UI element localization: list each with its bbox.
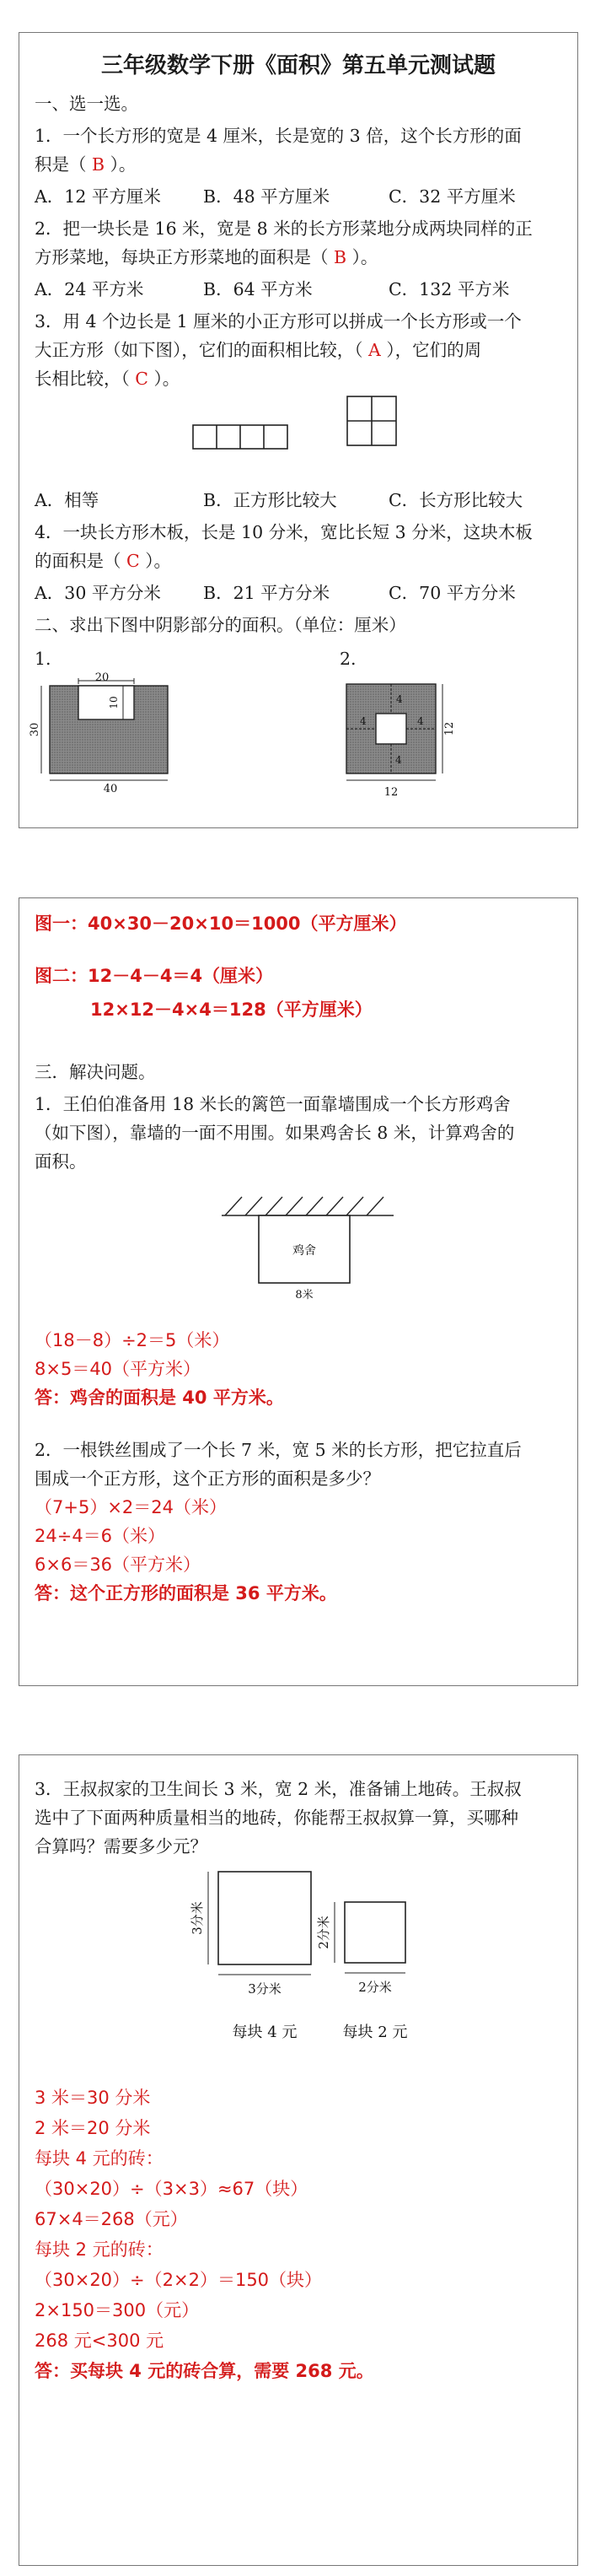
- s3-q2-sol-3: 6×6＝36（平方米）: [35, 1555, 201, 1575]
- q1-answer: B: [92, 154, 105, 175]
- tile2-price: 每块 2 元: [342, 2024, 408, 2041]
- s3-q3-sol-8: 2×150＝300（元）: [35, 2300, 200, 2320]
- q4-option-a: A．30 平方分米: [35, 583, 161, 603]
- q3-answer1: A: [368, 340, 381, 360]
- s3-q3-sol-10: 答：买每块 4 元的砖合算，需要 268 元。: [35, 2361, 374, 2381]
- s3-q2-line1: 2．一根铁丝围成了一个长 7 米，宽 5 米的长方形，把它拉直后: [35, 1440, 522, 1460]
- s3-q2-sol-2: 24÷4＝6（米）: [35, 1526, 166, 1546]
- q4-line2: 的面积是（ C ）。: [35, 551, 171, 571]
- chicken-coop-figure: [217, 1194, 402, 1312]
- s3-q1-line3: 面积。: [35, 1151, 87, 1172]
- fig1-number: 1.: [35, 649, 51, 669]
- q2-option-b: B．64 平方米: [203, 279, 313, 299]
- q2-answer: B: [334, 247, 347, 267]
- q4-line1: 4．一块长方形木板，长是 10 分米，宽比长短 3 分米，这块木板: [35, 522, 533, 542]
- tile2-side-label: 2分米: [316, 1916, 331, 1949]
- shaded-figure-2: [335, 676, 461, 802]
- section1-heading: 一、选一选。: [35, 94, 138, 114]
- tile1-price: 每块 4 元: [232, 2024, 298, 2041]
- q4-option-c: C．70 平方分米: [389, 583, 516, 603]
- q1-option-b: B．48 平方厘米: [203, 186, 330, 207]
- q3-line1: 3．用 4 个边长是 1 厘米的小正方形可以拼成一个长方形或一个: [35, 311, 522, 331]
- answer-panel-2: [19, 897, 578, 1686]
- shaded-figure-1: [29, 671, 174, 795]
- s3-q2-sol-1: （7+5）×2＝24（米）: [35, 1497, 227, 1517]
- s3-q3-sol-7: （30×20）÷（2×2）＝150（块）: [35, 2270, 323, 2290]
- question-panel-1: [19, 32, 578, 828]
- fig1-label-top: 20: [94, 671, 110, 684]
- fig2-label-right: 12: [443, 721, 456, 736]
- q1-line1: 1．一个长方形的宽是 4 厘米，长是宽的 3 倍，这个长方形的面: [35, 126, 522, 146]
- question-panel-3: [19, 1754, 578, 2566]
- q2-line2: 方形菜地，每块正方形菜地的面积是（ B ）。: [35, 247, 378, 267]
- s3-q3-sol-9: 268 元<300 元: [35, 2331, 164, 2351]
- section3-heading: 三．解决问题。: [35, 1062, 156, 1082]
- s3-q3-sol-2: 2 米＝20 分米: [35, 2118, 151, 2138]
- s3-q3-line1: 3．王叔叔家的卫生间长 3 米，宽 2 米，准备铺上地砖。王叔叔: [35, 1779, 522, 1799]
- s3-q1-sol-3: 答：鸡舍的面积是 40 平方米。: [35, 1388, 284, 1408]
- s3-q3-sol-5: 67×4＝268（元）: [35, 2209, 188, 2229]
- q4-option-b: B．21 平方分米: [203, 583, 330, 603]
- q3-figure-square: [346, 396, 399, 448]
- q3-option-a: A．相等: [35, 490, 99, 510]
- s3-q1-line1: 1．王伯伯准备用 18 米长的篱笆一面靠墙围成一个长方形鸡舍: [35, 1094, 511, 1114]
- q2-line1: 2．把一块长是 16 米，宽是 8 米的长方形菜地分成两块同样的正: [35, 218, 533, 239]
- s3-q3-sol-6: 每块 2 元的砖：: [35, 2239, 164, 2260]
- s3-q3-line2: 选中了下面两种质量相当的地砖，你能帮王叔叔算一算，买哪种: [35, 1808, 518, 1828]
- q2-option-a: A．24 平方米: [35, 279, 144, 299]
- q3-line2: 大正方形（如下图），它们的面积相比较，（ A ），它们的周: [35, 340, 482, 360]
- s3-q2-sol-4: 答：这个正方形的面积是 36 平方米。: [35, 1583, 337, 1603]
- fig2-label-top: 4: [396, 693, 403, 705]
- fig2-label-bottom: 12: [383, 786, 399, 799]
- chicken-coop-length: 8米: [295, 1289, 314, 1301]
- fig1-label-bottom: 40: [103, 783, 118, 795]
- section2-heading: 二、求出下图中阴影部分的面积。（单位：厘米）: [35, 615, 406, 635]
- s3-q3-sol-3: 每块 4 元的砖：: [35, 2148, 164, 2169]
- s3-q2-line2: 围成一个正方形，这个正方形的面积是多少？: [35, 1469, 380, 1489]
- tile2-bottom-label: 2分米: [358, 1980, 392, 1995]
- q3-figure-rectangle: [192, 424, 290, 451]
- fig2-label-right-inner: 4: [417, 715, 424, 727]
- q3-answer2: C: [135, 369, 148, 389]
- tile-figures: [188, 1862, 424, 2047]
- fig2-label-left: 4: [360, 715, 367, 727]
- q1-line2: 积是（ B ）。: [35, 154, 137, 175]
- q3-option-b: B．正方形比较大: [203, 490, 337, 510]
- s3-q1-line2: （如下图），靠墙的一面不用围。如果鸡舍长 8 米，计算鸡舍的: [35, 1123, 515, 1143]
- s3-q3-sol-4: （30×20）÷（3×3）≈67（块）: [35, 2179, 308, 2199]
- s3-q3-line3: 合算吗？需要多少元？: [35, 1836, 207, 1857]
- s3-q3-sol-1: 3 米＝30 分米: [35, 2088, 151, 2108]
- tile1-bottom-label: 3分米: [248, 1981, 282, 1997]
- fig2-solution-line2: 12×12－4×4＝128（平方厘米）: [90, 1000, 373, 1020]
- tile1-side-label: 3分米: [190, 1901, 205, 1935]
- fig1-label-inner: 10: [108, 696, 120, 709]
- s3-q1-sol-2: 8×5＝40（平方米）: [35, 1359, 201, 1379]
- fig2-solution-line1: 图二：12－4－4＝4（厘米）: [35, 966, 274, 986]
- q1-option-c: C．32 平方厘米: [389, 186, 516, 207]
- q4-answer: C: [126, 551, 140, 571]
- fig1-label-left: 30: [29, 722, 41, 737]
- s3-q1-sol-1: （18－8）÷2＝5（米）: [35, 1330, 230, 1350]
- fig2-number: 2.: [340, 649, 357, 669]
- q3-line3: 长相比较，（ C ）。: [35, 369, 180, 389]
- chicken-coop-label: 鸡舍: [292, 1244, 316, 1258]
- q2-option-c: C．132 平方米: [389, 279, 510, 299]
- q1-option-a: A．12 平方厘米: [35, 186, 161, 207]
- q3-option-c: C．长方形比较大: [389, 490, 523, 510]
- page-title: 三年级数学下册《面积》第五单元测试题: [100, 53, 496, 78]
- fig1-solution: 图一：40×30－20×10＝1000（平方厘米）: [35, 913, 407, 934]
- fig2-label-bottom-inner: 4: [395, 754, 402, 766]
